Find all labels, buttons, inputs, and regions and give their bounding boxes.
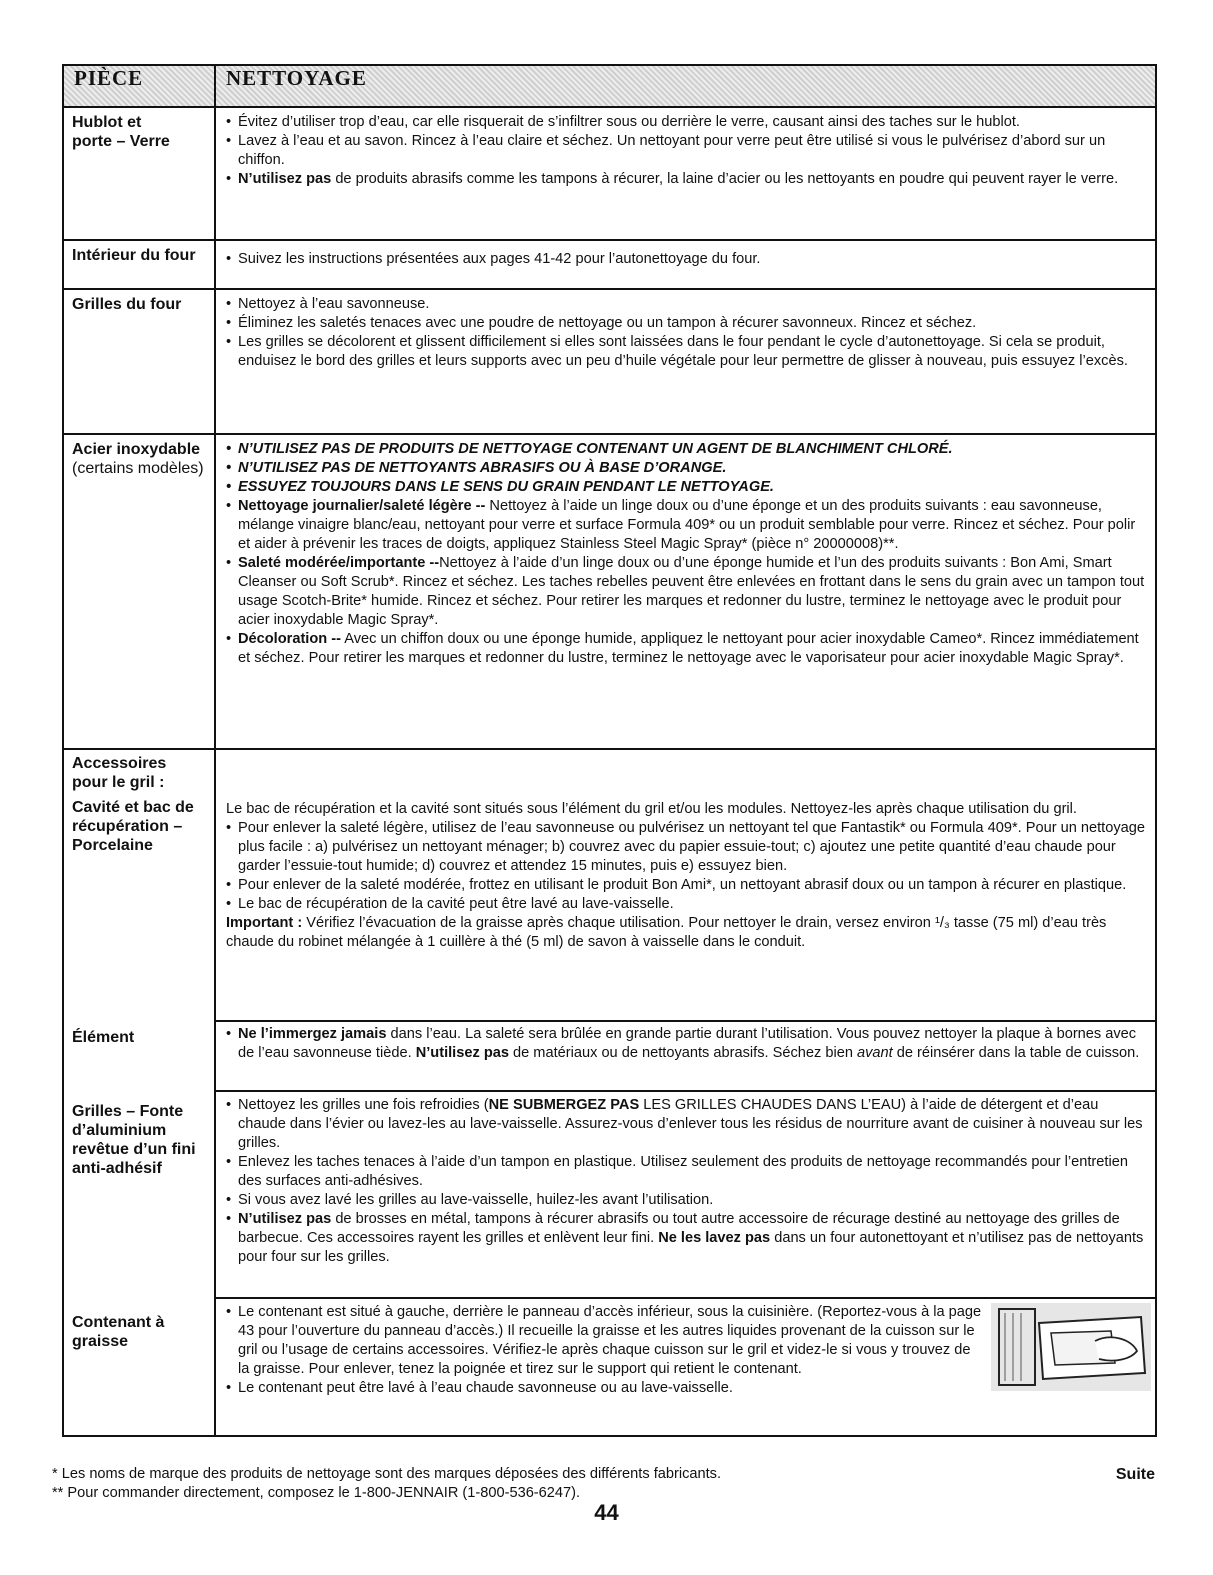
part-label: Porcelaine (72, 837, 153, 854)
list-item (226, 170, 1147, 189)
part-hublot (63, 107, 215, 240)
part-label: Hublot et (72, 114, 142, 131)
text: Nettoyez les grilles une fois refroidies ( (238, 1097, 489, 1113)
part-accessoires (63, 749, 215, 1436)
part-label: récupération – (72, 818, 183, 835)
footnote-order: ** Pour commander directement, composez le 1-800-JENNAIR (1-800-536-6247). (52, 1485, 581, 1501)
table-row-hublot (63, 107, 1156, 240)
text: de matériaux ou de nettoyants abrasifs. Séchez bien (508, 1045, 857, 1061)
intro-text: Le bac de récupération et la cavité sont situés sous l’élément du gril et/ou les modules. Nettoyez-les après chaque utilisation du gril. (226, 801, 1077, 817)
part-label: porte – Verre (72, 133, 170, 150)
part-label: revêtue d’un fini (72, 1141, 196, 1158)
bold-warning: N’utilisez pas (238, 171, 332, 187)
cleaning-table (62, 64, 1157, 1437)
text: de réinsérer dans la table de cuisson. (892, 1045, 1140, 1061)
table-header-row (63, 65, 1156, 107)
header-piece: PIÈCE (63, 65, 215, 107)
text: Nettoyez à l’aide un linge doux ou d’une éponge et un des produits suivants : eau savonneuse, mélange vinaigre blanc/eau, nettoyant pour verre et surface Formula 409* ou un produit semblable pour verre. Rincez et séchez. Pour polir et aider à prévenir les traces de doigts, appliquez Stainless Steel Magic Spray* (pièce n° 20000008)**. (238, 498, 1136, 552)
list-item: • Pour enlever la saleté légère, utilisez de l’eau savonneuse ou pulvérisez un nettoyant tel que Fantastik* ou Formula 409*. Pour un nettoyage plus facile : a) pulvérisez un nettoyant ménager; b) couvrez avec du papier essuie-tout; c) ajoutez une petite quantité d’eau chaude pour garder l’essuie-tout humide; d) couvrez et attendez 15 minutes, puis e) essuyez bien. (226, 819, 1147, 876)
continued-label: Suite (1115, 1466, 1155, 1483)
warning-item: • N’UTILISEZ PAS DE PRODUITS DE NETTOYAGE CONTENANT UN AGENT DE BLANCHIMENT CHLORÉ. (226, 440, 1147, 459)
table-row-accessoires (63, 749, 1156, 1436)
footnotes (52, 1465, 1155, 1503)
page-number: 44 (594, 1500, 619, 1525)
table-row-acier (63, 434, 1156, 749)
part-label: graisse (72, 1333, 129, 1350)
part-label: pour le gril : (72, 774, 165, 791)
part-label: Acier inoxydable (72, 441, 201, 458)
part-label: Contenant à (72, 1314, 165, 1331)
list-item: • Éliminez les saletés tenaces avec une poudre de nettoyage ou un tampon à récurer savonneux. Rincez et séchez. (226, 314, 1147, 333)
text: dans l’eau. La saleté sera brûlée en grande partie durant l’utilisation. Vous pouvez nettoyer la plaque à bornes avec de l’eau savonneuse tiède. (238, 1026, 1137, 1061)
part-label: Cavité et bac de (72, 799, 194, 816)
list-item: • Le contenant peut être lavé à l’eau chaude savonneuse ou au lave-vaisselle. (226, 1379, 1151, 1398)
list-item: • Nettoyez à l’eau savonneuse. (226, 295, 1147, 314)
cleaning-fonte (216, 1090, 1155, 1297)
table-row-interieur (63, 240, 1156, 289)
bold-warning: Ne l’immergez jamais (238, 1026, 387, 1042)
italic-word: avant (857, 1045, 893, 1061)
part-label: d’aluminium (72, 1122, 167, 1139)
table-row-grilles (63, 289, 1156, 434)
cleaning-contenant (216, 1297, 1155, 1435)
text: Avec un chiffon doux ou une éponge humide, appliquez le nettoyant pour acier inoxydable Cameo*. Rincez immédiatement et séchez. Pour retirer les marques et redonner du lustre, terminez le nettoyage avec le vaporisateur pour acier inoxydable Magic Spray*. (238, 631, 1139, 666)
list-item: • Les grilles se décolorent et glissent difficilement si elles sont laissées dans le four pendant le cycle d’autonettoyage. Si cela se produit, enduisez le bord des grilles et leurs supports avec un peu d’huile végétale pour leur permettre de glisser à nouveau, puis essuyez l’excès. (226, 333, 1147, 371)
text: Nettoyez à l’aide d’un linge doux ou d’une éponge humide et l’un des produits suivants : Bon Ami, Smart Cleanser ou Soft Scrub*. Rincez et séchez. Les taches rebelles peuvent être enlevées en frottant dans le sens du grain avec un tampon tout usage Scotch-Brite* humide. Rincez et séchez. Pour retirer les marques et redonner du lustre, terminez le nettoyage avec le produit pour acier inoxydable Magic Spray*. (238, 555, 1145, 628)
list-item (226, 1025, 1147, 1063)
cleaning-accessoires (215, 749, 1156, 1436)
list-item: • Suivez les instructions présentées aux pages 41-42 pour l’autonettoyage du four. (226, 250, 1147, 269)
part-interieur: Intérieur du four (63, 240, 215, 289)
list-item: • Si vous avez lavé les grilles au lave-vaisselle, huilez-les avant l’utilisation. (226, 1191, 1147, 1210)
part-label: Grilles – Fonte (72, 1103, 184, 1120)
cleaning-table-container (62, 64, 1155, 1437)
header-nettoyage: NETTOYAGE (215, 65, 1156, 107)
list-item: • Lavez à l’eau et au savon. Rincez à l’eau claire et séchez. Un nettoyant pour verre peut être utilisé si vous le pulvérisez d’abord sur un chiffon. (226, 132, 1147, 170)
part-label: Accessoires (72, 755, 167, 772)
text: LES GRILLES CHAUDES DANS L’EAU) à l’aide de détergent et d’eau chaude dans l’évier ou lavez-les au lave-vaisselle. Assurez-vous d’enlever tous les résidus de nourriture avant de cuisiner à nouveau sur les grilles. (238, 1097, 1143, 1151)
bold-warning: N’utilisez pas (415, 1045, 509, 1061)
cleaning-cavite (216, 750, 1155, 1020)
warning-item: • ESSUYEZ TOUJOURS DANS LE SENS DU GRAIN PENDANT LE NETTOYAGE. (226, 478, 1147, 497)
list-item (226, 630, 1147, 668)
part-acier (63, 434, 215, 749)
text: dans un four autonettoyant et n’utilisez pas de nettoyants pour four sur les grilles. (238, 1230, 1144, 1265)
cleaning-element (216, 1020, 1155, 1090)
part-contenant (64, 1309, 214, 1351)
bold-warning: N’utilisez pas (238, 1211, 332, 1227)
cleaning-hublot (215, 107, 1156, 240)
bold-label: Saleté modérée/importante -- (238, 555, 440, 571)
text: de produits abrasifs comme les tampons à récurer, la laine d’acier ou les nettoyants en poudre qui peuvent rayer le verre. (331, 171, 1119, 187)
bold-label: Important : (226, 915, 303, 931)
part-fonte (64, 1098, 214, 1309)
bold-warning: Ne les lavez pas (658, 1230, 771, 1246)
list-item (226, 554, 1147, 630)
part-group-cavite (64, 750, 214, 1024)
warning-item: • N’UTILISEZ PAS DE NETTOYANTS ABRASIFS OU À BASE D’ORANGE. (226, 459, 1147, 478)
list-item (226, 497, 1147, 554)
list-item (226, 1096, 1147, 1153)
list-item: • Enlevez les taches tenaces à l’aide d’un tampon en plastique. Utilisez seulement des produits de nettoyage recommandés pour l’entretien des surfaces anti-adhésives. (226, 1153, 1147, 1191)
part-label: Élément (72, 1029, 135, 1046)
list-item: • Évitez d’utiliser trop d’eau, car elle risquerait de s’infiltrer sous ou derrière le verre, causant ainsi des taches sur le hublot. (226, 113, 1147, 132)
part-label: anti-adhésif (72, 1160, 162, 1177)
list-item: • Le bac de récupération de la cavité peut être lavé au lave-vaisselle. (226, 895, 1147, 914)
bold-label: Nettoyage journalier/saleté légère -- (238, 498, 486, 514)
footnote-trademarks: * Les noms de marque des produits de nettoyage sont des marques déposées des différents fabricants. (52, 1466, 722, 1482)
list-item: • Pour enlever de la saleté modérée, frottez en utilisant le produit Bon Ami*, un nettoyant abrasif doux ou un tampon à récurer en plastique. (226, 876, 1147, 895)
part-sublabel: (certains modèles) (72, 460, 204, 477)
cleaning-acier (215, 434, 1156, 749)
part-element (64, 1024, 214, 1098)
part-grilles: Grilles du four (63, 289, 215, 434)
text: de brosses en métal, tampons à récurer abrasifs ou tout autre accessoire de récurage destiné au nettoyage des grilles de barbecue. Ces accessoires rayent les grilles et enlèvent leur fini. (238, 1211, 1120, 1246)
important-note (226, 914, 1147, 952)
cleaning-interieur (215, 240, 1156, 289)
text: Vérifiez l’évacuation de la graisse après chaque utilisation. Pour nettoyer le drain, versez environ ¹/₃ tasse (75 ml) d’eau très chaude du robinet mélangée à 1 cuillère à thé (5 ml) de savon à vaisselle dans le conduit. (226, 915, 1107, 950)
list-item: • Le contenant est situé à gauche, derrière le panneau d’accès inférieur, sous la cuisinière. (Reportez-vous à la page 43 pour l’ouverture du panneau d’accès.) Il recueille la graisse et les autres liquides provenant de la cuisson sur le gril ou l’usage de certains accessoires. Vérifiez-le après chaque cuisson sur le gril et videz-le si vous y trouvez de la graisse. Pour enlever, tenez la poignée et tirez sur le support qui retient le contenant. (226, 1303, 1151, 1379)
bold-warning: NE SUBMERGEZ PAS (488, 1097, 640, 1113)
bold-label: Décoloration -- (238, 631, 341, 647)
list-item (226, 1210, 1147, 1267)
cleaning-grilles (215, 289, 1156, 434)
